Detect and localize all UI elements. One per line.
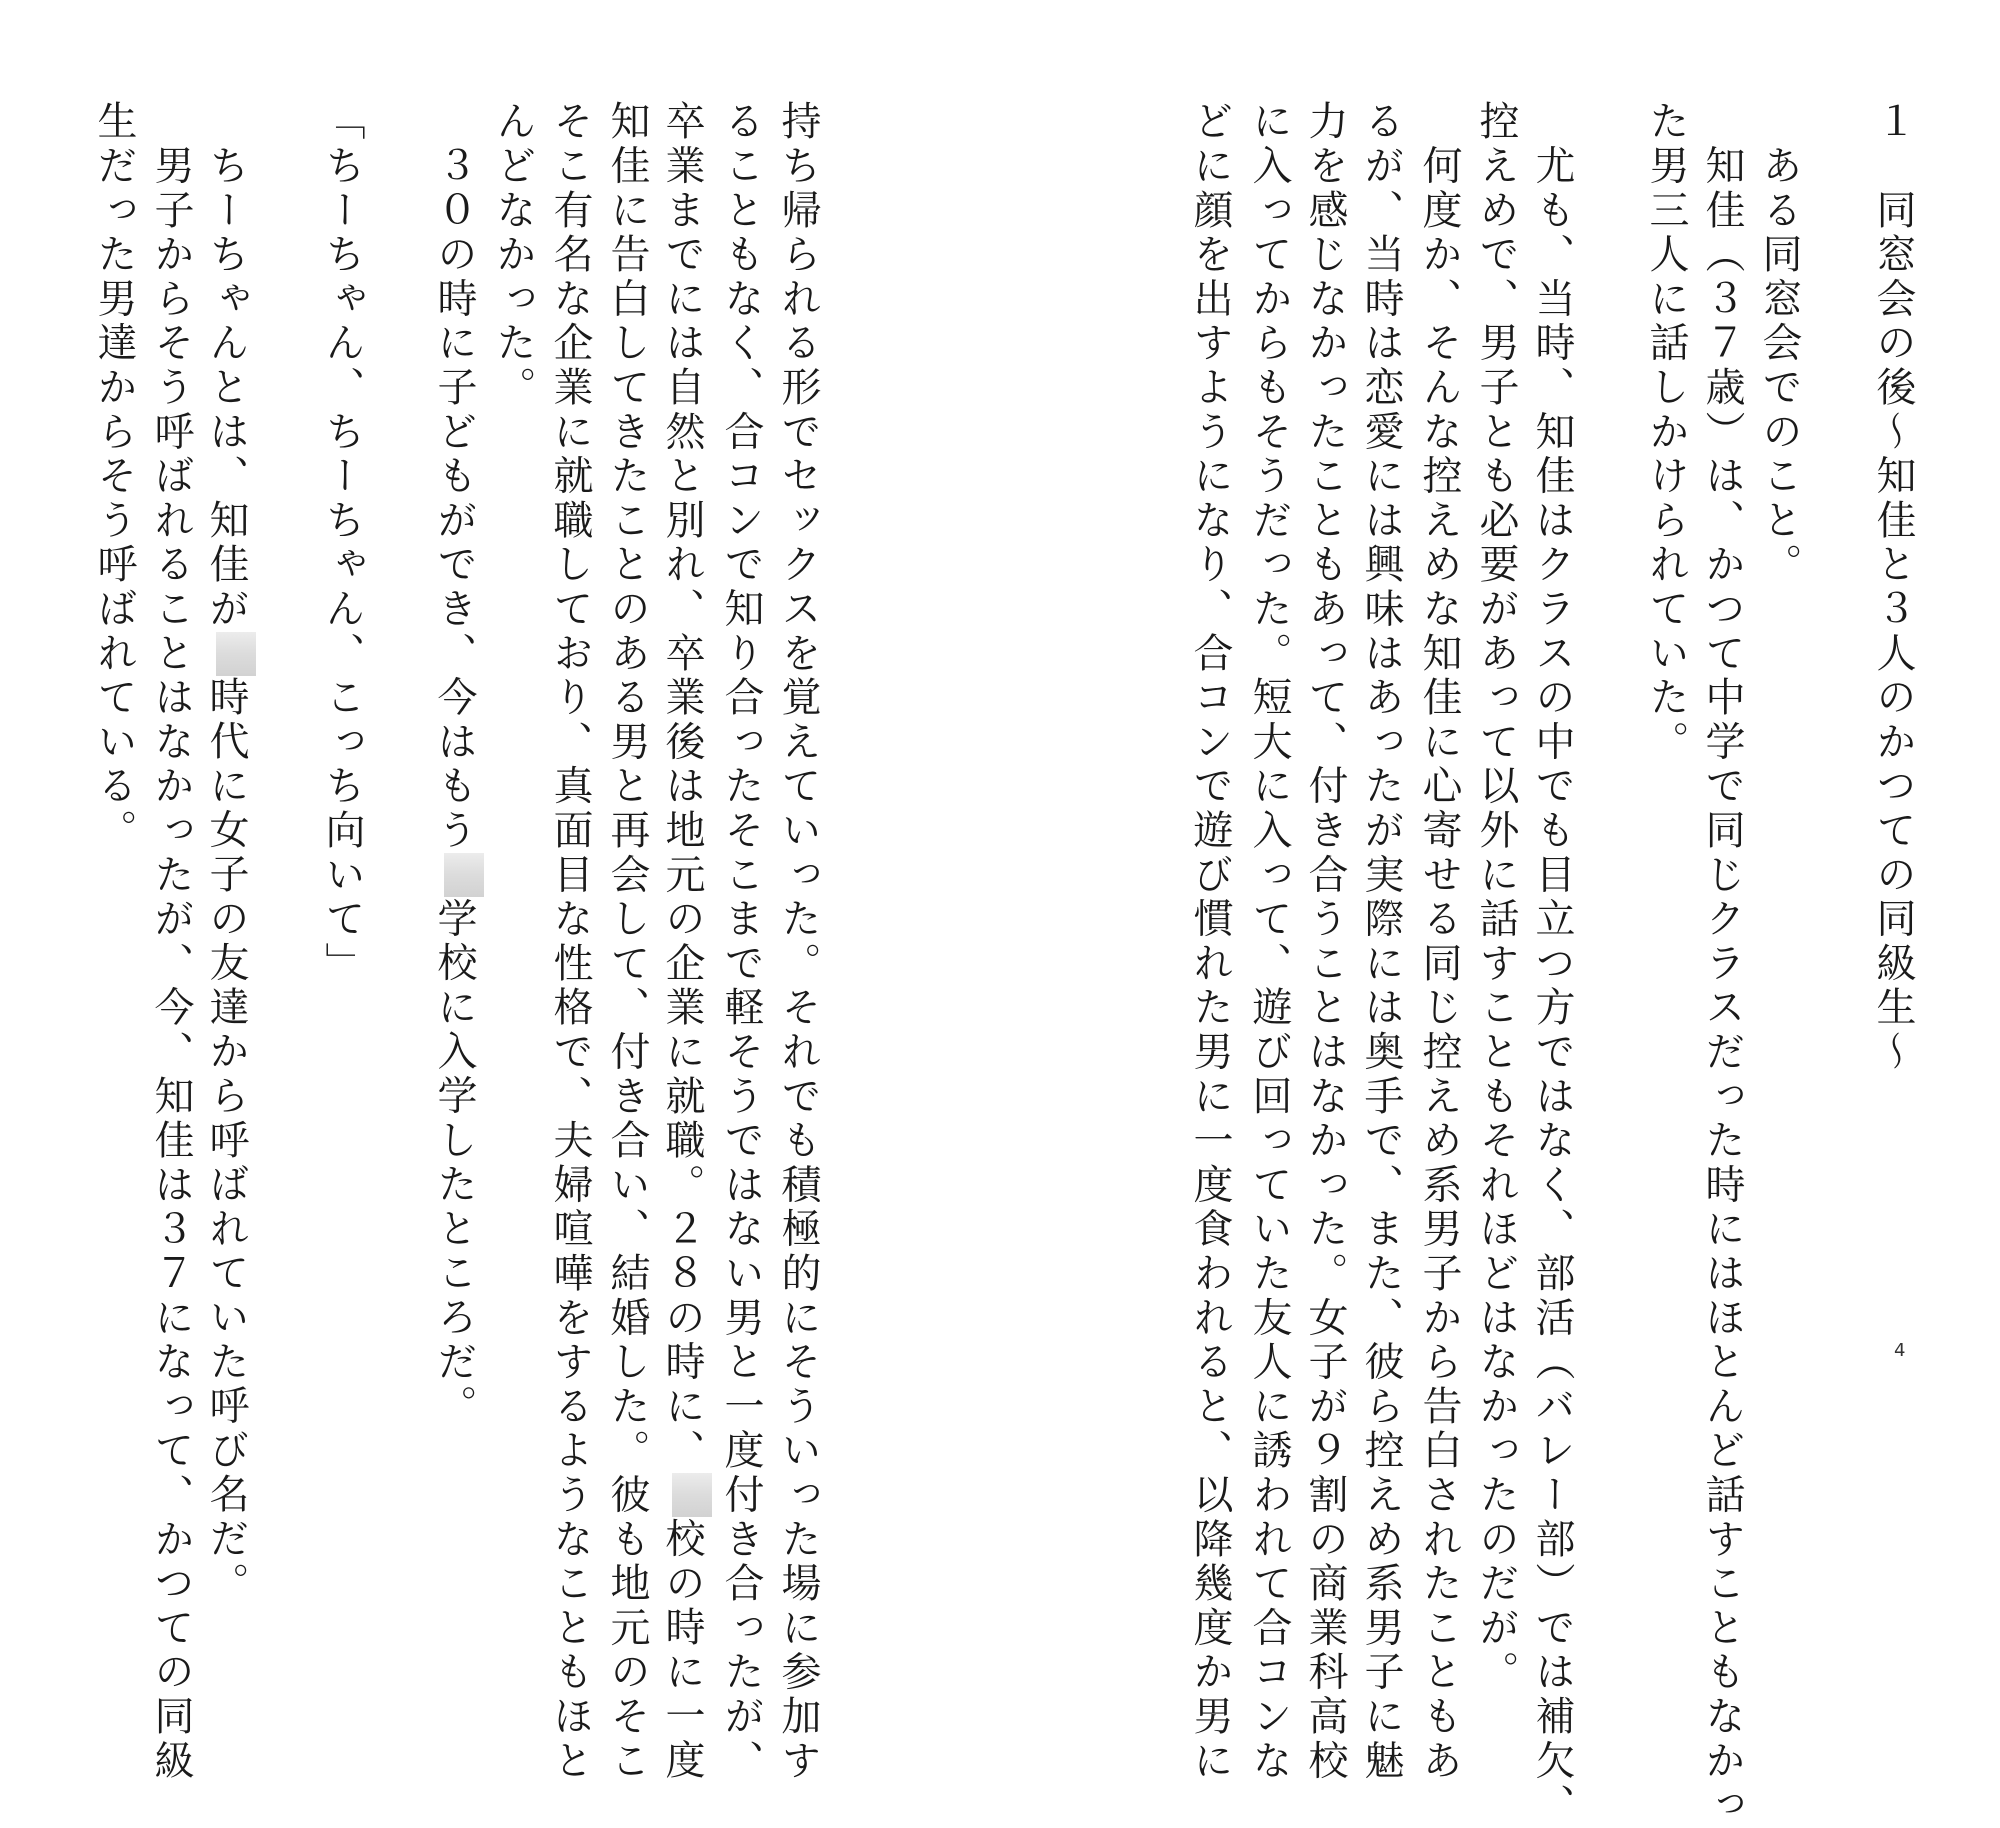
left-page: [0, 0, 1000, 1784]
redacted-block: [444, 853, 484, 897]
text-line: そこ有名な企業に就職しており、真面目な性格で、夫婦喧嘩をするようなこともほと: [547, 100, 593, 1784]
text-line: ある同窓会でのこと。: [1756, 100, 1802, 588]
text-segment: 学校に入学したところだ。: [431, 897, 477, 1429]
text-line: [199, 100, 256, 1606]
page-number: 4: [1894, 1340, 1906, 1361]
text-segment: 卒業までには自然と別れ、卒業後は地元の企業に就職。２８の時に、: [659, 100, 705, 1474]
text-line: [655, 100, 712, 1784]
text-line: るが、当時は恋愛には興味はあったが実際には奥手で、また、彼ら控えめ系男子に魅: [1358, 100, 1404, 1784]
redacted-block: [216, 632, 256, 676]
text-line: 尤も、当時、知佳はクラスの中でも目立つ方ではなく、部活（バレー部）では補欠、: [1529, 100, 1575, 1828]
text-line: んどなかった。: [490, 100, 536, 411]
blank-line: [256, 100, 313, 1360]
chapter-heading: １ 同窓会の後～知佳と３人のかつての同級生～: [1870, 100, 1916, 1075]
text-line: 生だった男達からそう呼ばれている。: [91, 100, 137, 854]
text-line: 持ち帰られる形でセックスを覚えていった。それでも積極的にそういった場に参加す: [775, 100, 821, 1784]
text-segment: 時代に女子の友達から呼ばれていた呼び名だ。: [203, 675, 249, 1606]
text-segment: 校の時に一度: [659, 1517, 705, 1784]
text-segment: ちーちゃんとは、知佳が: [203, 100, 249, 632]
text-line: 知佳（３７歳）は、かつて中学で同じクラスだった時にはほとんど話すこともなかっ: [1699, 100, 1745, 1828]
text-line: ることもなく、合コンで知り合ったそこまで軽そうではない男と一度付き合ったが、: [718, 100, 764, 1784]
text-line: [427, 100, 484, 1429]
blank-line: [370, 100, 427, 1360]
text-line: 男子からそう呼ばれることはなかったが、今、知佳は３７になって、かつての同級: [148, 100, 194, 1784]
text-line: 控えめで、男子とも必要があって以外に話すこともそれほどはなかったのだが。: [1473, 100, 1519, 1695]
text-line: 何度か、そんな控えめな知佳に心寄せる同じ控えめ系男子から告白されたこともあ: [1416, 100, 1462, 1784]
text-line: 力を感じなかったこともあって、付き合うことはなかった。女子が９割の商業科高校: [1302, 100, 1348, 1784]
text-line: に入ってからもそうだった。短大に入って、遊び回っていた友人に誘われて合コンな: [1246, 100, 1292, 1784]
text-line: どに顔を出すようになり、合コンで遊び慣れた男に一度食われると、以降幾度か男に: [1187, 100, 1233, 1784]
text-segment: ３０の時に子どもができ、今はもう: [431, 100, 477, 854]
dialogue-line: 「ちーちゃん、ちーちゃん、こっち向いて」: [319, 100, 365, 986]
text-line: 知佳に告白してきたことのある男と再会して、付き合い、結婚した。彼も地元のそこ: [604, 100, 650, 1784]
right-page: [1000, 0, 2000, 1828]
blank-line: [1580, 100, 1637, 1360]
redacted-block: [672, 1473, 712, 1517]
text-line: た男三人に話しかけられていた。: [1643, 100, 1689, 765]
